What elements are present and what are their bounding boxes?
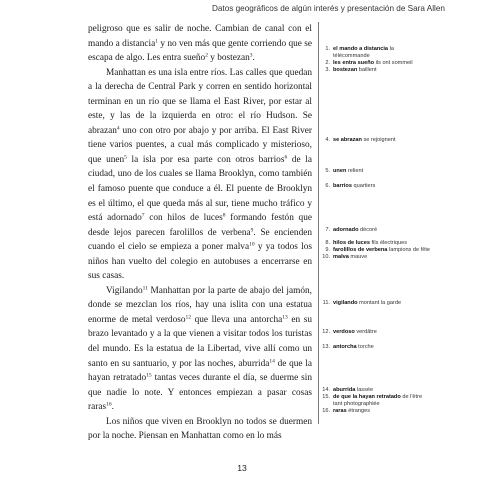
- gloss-translation: baillent: [357, 66, 377, 73]
- note-call: 6: [284, 154, 288, 161]
- gloss-translation: montant la garde: [357, 300, 402, 306]
- gloss-number: 3.: [325, 66, 330, 73]
- gloss-word: les entra sueño: [333, 59, 375, 66]
- gloss-text: [333, 344, 432, 351]
- gloss-word: se abrazan: [333, 137, 362, 143]
- gloss-translation: la télécommande: [333, 46, 394, 59]
- margin-divider: [318, 22, 319, 424]
- gloss-text: [333, 168, 432, 175]
- gloss-entry: [322, 240, 432, 247]
- gloss-number: 5.: [325, 168, 330, 174]
- gloss-translation: lassée: [355, 387, 374, 393]
- gloss-number: 13.: [322, 344, 330, 350]
- gloss-entry: [322, 168, 432, 175]
- gloss-entry: [322, 183, 432, 190]
- paragraph: Vigilando$^{11}$ Manhattan por la parte de abajo del jamón, donde se mezclan los ríos, hay una islita con una estatua enorme de metal verdoso$^{12}$ que lleva una antorcha$^{13}$ en su brazo levantado y a la que vienen a visitar todos los turistas del mundo. Es la estatua de la Libertad, vive allí como un santo en su santuario, y por las noches, aburrida$^{14}$ de que la hayan retratado$^{15}$ tantas veces durante el día, se duerme sin que nadie lo note. Y entonces empiezan a pasar cosas raras$^{16}$.: [88, 285, 313, 413]
- gloss-text: [333, 67, 432, 74]
- running-head: Datos geográficos de algún interés y presentación de Sara Allen: [211, 4, 445, 13]
- gloss-word: aburrida: [333, 387, 356, 393]
- gloss-group: [322, 46, 432, 74]
- gloss-group: [322, 168, 432, 175]
- note-call: 10: [249, 241, 255, 248]
- gloss-group: [322, 344, 432, 351]
- gloss-text: [333, 227, 432, 234]
- main-text: [88, 22, 312, 444]
- note-call: 2: [205, 52, 208, 59]
- gloss-entry: [322, 67, 432, 74]
- gloss-text: [333, 254, 432, 261]
- note-call: 9: [250, 227, 254, 234]
- gloss-word: malva: [333, 253, 349, 260]
- gloss-entry: [322, 408, 432, 415]
- gloss-word: raras: [333, 407, 347, 414]
- gloss-word: hilos de luces: [333, 240, 370, 246]
- gloss-text: [333, 394, 432, 407]
- gloss-entry: [322, 300, 432, 307]
- gloss-entry: [322, 329, 432, 336]
- gloss-number: 7.: [325, 227, 330, 233]
- gloss-translation: lampions de fête: [387, 246, 431, 253]
- gloss-word: vigilando: [333, 300, 358, 306]
- gloss-entry: [322, 60, 432, 67]
- gloss-text: [333, 408, 432, 415]
- note-call: 5: [124, 154, 127, 161]
- gloss-number: 15.: [322, 393, 330, 400]
- gloss-word: el mando a distancia: [333, 46, 389, 52]
- gloss-number: 16.: [322, 407, 330, 414]
- gloss-translation: fils électriques: [370, 240, 407, 246]
- gloss-text: [333, 240, 432, 247]
- gloss-word: farolillos de verbena: [333, 246, 388, 253]
- gloss-number: 8.: [325, 240, 330, 246]
- note-call: 8: [222, 212, 226, 219]
- note-call: 4: [116, 125, 120, 132]
- gloss-number: 2.: [325, 59, 330, 66]
- gloss-text: [333, 329, 432, 336]
- gloss-group: [322, 387, 432, 415]
- gloss-number: 6.: [325, 183, 330, 189]
- note-call: 16: [106, 401, 112, 408]
- gloss-translation: quartiers: [351, 183, 376, 189]
- gloss-entry: [322, 254, 432, 261]
- gloss-number: 1.: [325, 46, 330, 52]
- gloss-entry: [322, 137, 432, 144]
- note-call: 1: [155, 38, 158, 45]
- gloss-entry: [322, 344, 432, 351]
- note-call: 15: [146, 372, 152, 379]
- gloss-entry: [322, 394, 432, 407]
- note-call: 14: [269, 358, 275, 365]
- gloss-translation: étranges: [346, 407, 371, 414]
- gloss-text: [333, 183, 432, 190]
- gloss-translation: décoré: [358, 227, 378, 233]
- gloss-group: [322, 329, 432, 336]
- gloss-entry: [322, 387, 432, 394]
- page-number: 13: [237, 463, 247, 473]
- gloss-word: bostezan: [333, 66, 358, 73]
- paragraph: peligroso que es salir de noche. Cambian de canal con el mando a distancia$^1$ y no ven más que gente corriendo que se escapa de algo. Les entra sueño$^2$ y bostezan$^3$.: [88, 24, 312, 64]
- gloss-translation: se rejoignent: [361, 137, 396, 143]
- note-call: 7: [141, 212, 145, 219]
- gloss-text: [333, 137, 432, 144]
- gloss-text: [333, 60, 432, 67]
- note-call: 3: [249, 52, 253, 59]
- gloss-number: 11.: [322, 300, 330, 306]
- gloss-word: adornado: [333, 227, 359, 233]
- gloss-number: 12.: [322, 329, 330, 335]
- gloss-number: 4.: [325, 137, 330, 143]
- gloss-number: 10.: [322, 253, 330, 260]
- gloss-text: [333, 46, 432, 59]
- gloss-word: verdoso: [333, 329, 355, 335]
- gloss-word: antorcha: [333, 344, 357, 350]
- note-call: 13: [282, 314, 288, 321]
- paragraph: Manhattan es una isla entre ríos. Las calles que quedan a la derecha de Central Park y corren en sentido horizontal terminan en un río que se llama el East River, por estar al este, y las de la izquierda en otro: el río Hudson. Se abrazan$^4$ uno con otro por abajo y por arriba. El East River tiene varios puentes, a cual más complicado y misterioso, que unen$^5$ la isla por esa parte con otros barrios$^6$ de la ciudad, uno de los cuales se llama Brooklyn, como también el famoso puente que conduce a él. El puente de Brooklyn es el último, el que queda más al sur, tiene mucho tráfico y está adornado$^7$ con hilos de luces$^8$ formando festón que desde lejos parecen farolillos de verbena$^9$. Se encienden cuando el cielo se empieza a poner malva$^{10}$ y ya todos los niños han vuelto del colegio en autobuses a encerrarse en sus casas.: [88, 67, 313, 282]
- note-call: 11: [142, 285, 148, 292]
- gloss-text: [333, 300, 432, 307]
- gloss-translation: relient: [346, 168, 364, 174]
- gloss-text: [333, 247, 432, 254]
- gloss-group: [322, 137, 432, 144]
- gloss-entry: [322, 227, 432, 234]
- gloss-entry: [322, 247, 432, 254]
- gloss-translation: torche: [356, 344, 374, 350]
- gloss-translation: verdâtre: [354, 329, 377, 335]
- gloss-group: [322, 300, 432, 307]
- gloss-word: barrios: [333, 183, 352, 189]
- gloss-translation: de l'être tant photographiée: [333, 393, 423, 407]
- note-call: 12: [185, 314, 191, 321]
- gloss-number: 9.: [325, 246, 330, 253]
- gloss-number: 14.: [322, 387, 330, 393]
- gloss-group: [322, 240, 432, 261]
- paragraph: Los niños que viven en Brooklyn no todos se duermen por la noche. Piensan en Manhattan como en lo más: [88, 416, 312, 442]
- gloss-group: [322, 183, 432, 190]
- gloss-word: de que la hayan retratado: [333, 393, 401, 400]
- gloss-group: [322, 227, 432, 234]
- gloss-translation: mauve: [348, 253, 368, 260]
- gloss-translation: ils ont sommeil: [374, 59, 413, 66]
- gloss-entry: [322, 46, 432, 59]
- gloss-text: [333, 387, 432, 394]
- gloss-word: unen: [333, 168, 347, 174]
